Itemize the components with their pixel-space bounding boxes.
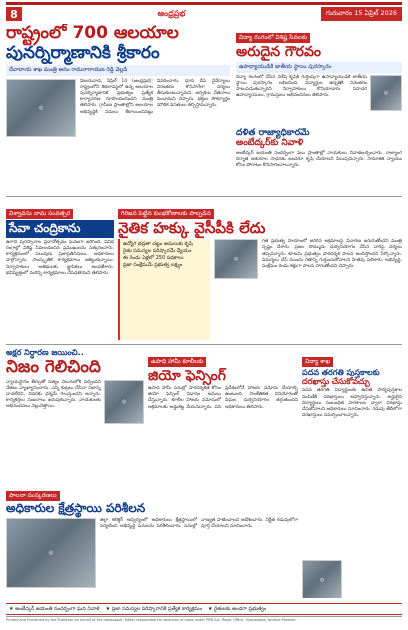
ticker-item: ★ అంబేద్కర్ జయంతి సందర్భంగా ఘన నివాళి — [9, 605, 100, 612]
ticker-item: ★ ప్రజా సమస్యల పరిష్కారానికి ప్రత్యేక కార్యక్రమం — [105, 605, 202, 612]
admin-kicker: పాలనా సంస్కరణలు — [6, 491, 60, 501]
moral-bullet: ఈ రెండు ఏళ్లలో 250 పథకాలు — [123, 255, 184, 262]
scholar-kicker: విద్యా శాఖ — [302, 357, 333, 367]
pride-kicker: విద్యా రంగంలో విశిష్ట సేవలకు — [236, 33, 310, 43]
temples-photo: ◎ — [6, 79, 76, 137]
moral-body: గత ప్రభుత్వ హయాంలో జరిగిన అక్రమాలపై విచారణ జరుగుతోందని మంత్రి స్పష్టం చేశారు. ప్రజల సొమ్మును దుర్వినియోగం చేసిన వారిపై చర్యలు తప్పవన్నారు. కూటమి ప్రభుత్వం పారదర్శక పాలన అందిస్తోందని పేర్కొన్నారు. విమర్శలు చేసే ముందు గతాన్ని గుర్తుంచుకోవాలని హితవు పలికారు. అభివృద్ధి, సంక్షేమం రెండు కళ్లుగా పాలన సాగుతోందని చెప్పారు. — [262, 239, 402, 269]
issue-date: గురువారం 15 ఏప్రిల్ 2026 — [321, 7, 402, 21]
truth-story — [6, 348, 144, 478]
admin-title: అధికారుల క్షేత్రస్థాయి పరిశీలన — [6, 501, 146, 515]
pride-body: విద్యా రంగంలో చేసిన విశేష కృషికి గుర్తింపుగా ఉపాధ్యాయుడికి జాతీయ స్థాయి పురస్కారం లభించింది. విద్యార్థుల ఉన్నతికి నిరంతరం పాటుపడుతున్నారని నిర్వాహకులు కొనియాడారు. సహచర ఉపాధ్యాయులు, గ్రామస్తులు అభినందనలు తెలిపారు. — [236, 74, 367, 99]
geo-body: ఉపాధి హామీ పనుల్లో పారదర్శకత కోసం జియో ఫెన్సింగ్ విధానం అమలు చేస్తున్నారు. కూలీల హాజరు నమోదులో అక్రమాలకు అడ్డుకట్ట వేయనున్నారు. పని ప్రదేశంలోనే హాజరు నమోదు చేయాల్సి ఉంటుంది. సాంకేతికత వినియోగంతో నిధుల దుర్వినియోగం తగ్గుతుందని అధికారులు తెలిపారు. — [148, 386, 298, 410]
temples-title-line1: రాష్ట్రంలో 700 ఆలయాల — [6, 24, 179, 43]
moral-bullet: రైతు సమస్యల పరిష్కారమే ధ్యేయం — [123, 248, 192, 255]
top-rule — [6, 2, 402, 5]
dalit-story — [236, 128, 402, 190]
ticker-item: ★ రైతులకు అండగా ప్రభుత్వం — [207, 605, 267, 612]
truth-title: నిజం గెలిచింది — [6, 357, 101, 378]
admin-story — [6, 482, 298, 600]
truth-body: న్యాయస్థానం తీర్పుతో సత్యం వెలుగులోకి వచ్చిందని నేతలు వ్యాఖ్యానించారు. ఎన్ని కుట్రలు చేసినా నిజాన్ని దాచలేరని, చివరకు ధర్మమే గెలుస్తుందని అన్నారు. కార్యకర్తలు సంబరాలు జరుపుకున్నారు. నాయకులకు అభినందనలు వెల్లువెత్తాయి. — [6, 379, 101, 410]
scholar-title-line1: పదవ తరగతి పుస్తకాలకు — [302, 368, 380, 377]
moral-bullets — [118, 239, 210, 340]
truth-photo: ◎ — [104, 380, 144, 424]
dalit-title-line1: దళిత రాజ్యాధికారమే — [236, 128, 310, 138]
pride-subhead: ఉపాధ్యాయుడికి జాతీయ స్థాయి పురస్కారం — [236, 62, 402, 73]
scholar-story — [302, 348, 402, 598]
pride-story — [236, 24, 402, 124]
masthead — [6, 6, 402, 22]
imprint-footer: Printed and Published by the Publisher on behalf of the newspaper. Editor responsible for selection of news under PRB Act. Regd. Office: Vijayawada, Andhra Pradesh. — [6, 616, 402, 628]
moral-bullet: ఉద్యోగ భద్రతా చట్టం అమలుకు కృషి — [123, 241, 193, 248]
moral-kicker: గిరిజన పెట్టిన కుంభకోణాలకు పాల్పడిన — [118, 209, 214, 219]
geo-story — [148, 348, 298, 478]
divider — [6, 344, 402, 345]
moral-story — [118, 200, 402, 340]
geo-kicker: ఉపాధి హామీ కూలీలకు — [148, 357, 206, 367]
truth-kicker: అక్షర నిర్ధారణ జయించి.. — [6, 348, 84, 357]
samvat-story — [6, 200, 114, 340]
divider — [6, 196, 402, 197]
dalit-title-line2: అంబేద్కర్‌కు నివాళి — [236, 138, 304, 149]
pride-photo: ◎ — [370, 75, 402, 111]
page-number: 8 — [6, 7, 22, 21]
samvat-kicker: విశ్వావసు నామ సంవత్సర — [6, 209, 73, 219]
temples-subhead: దేవాదాయ శాఖ మంత్రి ఆనం రామనారాయణ రెడ్డి వెల్లడి — [6, 65, 230, 76]
admin-photo: ◎ — [6, 518, 96, 588]
scholar-body: పదవ తరగతి విద్యార్థులకు ఉచిత పాఠ్యపుస్తకాల పంపిణీకి దరఖాస్తులు ఆహ్వానిస్తున్నారు. అర్హులైన విద్యార్థులు సంబంధిత పాఠశాలల ద్వారా దరఖాస్తు చేసుకోవాలని అధికారులు సూచించారు. గడువు తేదీలోగా దరఖాస్తులు సమర్పించాలన్నారు. — [302, 388, 402, 419]
temples-title-line2: పునర్నిర్మాణానికి శ్రీకారం — [6, 42, 160, 63]
moral-photo: ◎ — [214, 239, 258, 279]
samvat-body: ఉగాది పురస్కారాల ప్రదానోత్సవం ఘనంగా జరిగింది. వివిధ రంగాల్లో విశిష్ట సేవలందించిన ప్రముఖులను సత్కరించారు. కార్యక్రమంలో పలువురు ప్రజాప్రతినిధులు, అధికారులు పాల్గొన్నారు. సాంస్కృతిక కార్యక్రమాలు ఆకట్టుకున్నాయి. నిర్వాహకులు అతిథులకు జ్ఞాపికలు అందజేశారు. భవిష్యత్తులో మరిన్ని కార్యక్రమాలు చేపడతామని తెలిపారు. — [6, 239, 114, 276]
paper-name: ఆంధ్రప్రభ — [157, 8, 186, 18]
pride-title: అరుదైన గౌరవం — [236, 44, 322, 60]
moral-title: నైతిక హక్కు వైసీపీకి లేదు — [118, 219, 266, 237]
temples-story — [6, 24, 230, 194]
admin-body: జిల్లా కలెక్టర్ ఆధ్వర్యంలో అధికారులు క్షేత్రస్థాయిలో పర్యటించి అభివృద్ధి పనులను పరిశీలించారు. పనుల్లో నాణ్యత పాటించాలని ఆదేశించారు. నిర్ణీత గడువులోగా పూర్తి చేయాలని సూచించారు. — [100, 517, 298, 529]
geo-title: జియో ఫెన్సింగ్ — [148, 368, 226, 384]
moral-bullet: ప్రజా సంక్షేమమే ప్రభుత్వ లక్ష్యం — [123, 262, 183, 269]
temples-body: విజయవాడ, ఏప్రిల్ 14 (ఆంధ్రప్రభ): రాష్ట్రంలోని శిథిలావస్థలో ఉన్న ఆలయాల పునర్నిర్మాణానికి ప్రభుత్వం ప్రత్యేక కార్యాచరణ రూపొందించిందని మంత్రి తెలిపారు. గ్రామీణ ప్రాంతాల్లోని ఆలయాల అభివృద్ధికి నిధులు కేటాయించినట్లు వివరించారు. ధూప దీప నైవేద్యాలు నిరంతరం కొనసాగేలా చర్యలు తీసుకుంటున్నామని, అర్చకుల వేతనాలు పెంచామని చెప్పారు. భక్తుల సౌకర్యార్థం మౌలిక వసతులు కల్పిస్తామన్నారు. — [80, 78, 230, 115]
dalit-body: అంబేద్కర్ జయంతి సందర్భంగా పలు ప్రాంతాల్లో నాయకులు నివాళులర్పించారు. రాజ్యాంగ నిర్మాత ఆశయాల సాధనకు అందరూ కృషి చేయాలని పిలుపునిచ్చారు. సామాజిక న్యాయం కోసం పోరాటం కొనసాగించాలన్నారు. — [236, 150, 402, 169]
news-ticker — [6, 603, 402, 615]
scholar-photo: ◎ — [302, 560, 342, 598]
samvat-title: సేవా చంద్రికాను — [6, 220, 114, 238]
scholar-title-line2: దరఖాస్తు చేసుకోవచ్చు — [302, 377, 370, 387]
